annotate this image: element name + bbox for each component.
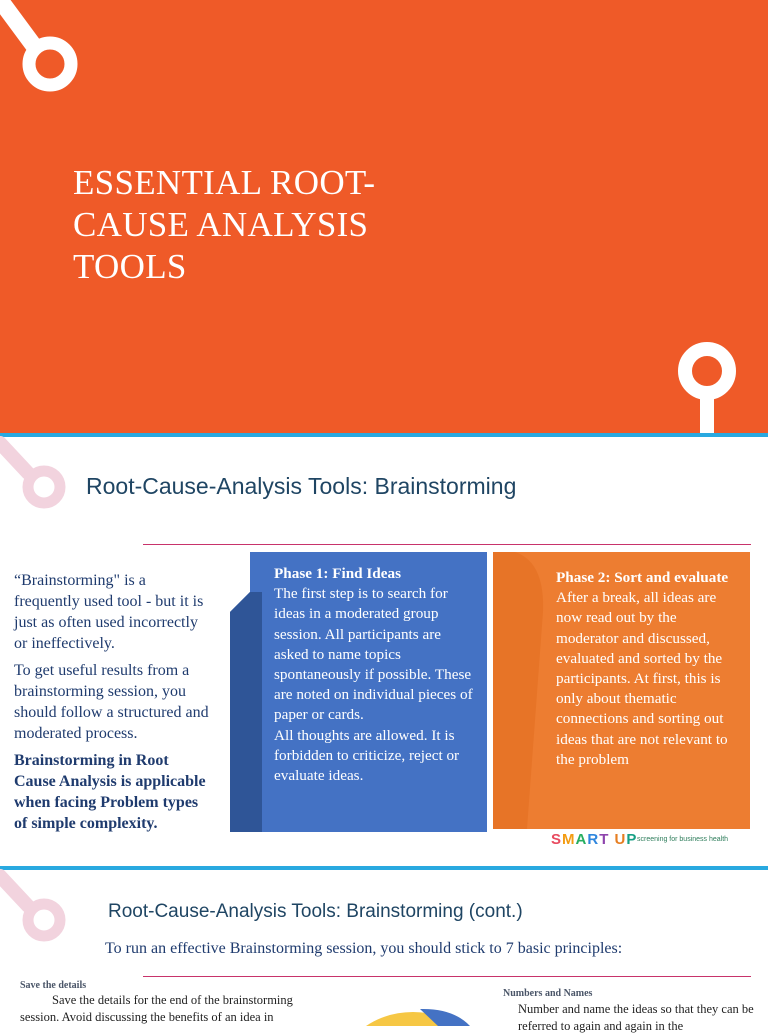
title-line: ESSENTIAL ROOT- [73, 163, 376, 202]
slide-heading: Root-Cause-Analysis Tools: Brainstorming [86, 473, 517, 499]
intro-paragraph: “Brainstorming" is a frequently used tool - but it is just as often used incorrectly or ineffectively. [14, 572, 204, 652]
phase-body: The first step is to search for ideas in a moderated group session. All participants are asked to name topics spontaneously if possible. These are noted on individual pieces of paper or cards. [274, 585, 473, 724]
smart-up-logo: SMART UP [551, 831, 638, 848]
phase-2-card [493, 552, 750, 829]
principle-label: Save the details [20, 980, 87, 991]
divider [143, 544, 751, 545]
title-slide [0, 0, 768, 433]
key-ring-icon [0, 437, 80, 517]
slide-heading: Root-Cause-Analysis Tools: Brainstorming (cont.) [108, 901, 523, 922]
slide-title [73, 162, 493, 288]
key-ring-icon [668, 333, 758, 433]
principle-label: Numbers and Names [503, 988, 593, 999]
title-line: TOOLS [73, 247, 187, 286]
principle-body: Save the details for the end of the brainstorming session. Avoid discussing the benefits of an idea in [20, 993, 293, 1024]
phase-heading: Phase 1: Find Ideas [274, 565, 402, 582]
brainstorming-slide [0, 437, 768, 866]
divider [143, 976, 751, 977]
brainstorming-cont-slide [0, 870, 768, 1033]
intro-text [14, 570, 209, 840]
phase-heading: Phase 2: Sort and evaluate [556, 569, 729, 586]
key-ring-icon [0, 870, 80, 950]
phase-body: After a break, all ideas are now read out by the moderator and discussed, evaluated and sorted by the participants. At first, this is only about thematic connections and sorting out ideas that are not relevant to the problem [556, 589, 728, 768]
logo-tagline: screening for business health [637, 836, 729, 843]
phase-1-card [230, 552, 487, 832]
key-ring-icon [0, 0, 120, 120]
intro-paragraph: To get useful results from a brainstorming session, you should follow a structured and moderated process. [14, 662, 209, 742]
phase-body: All thoughts are allowed. It is forbidden to criticize, reject or evaluate ideas. [274, 726, 460, 785]
lead-text: To run an effective Brainstorming session, you should stick to 7 basic principles: [105, 940, 623, 957]
title-line: CAUSE ANALYSIS [73, 205, 369, 244]
decorative-wheel [358, 1006, 478, 1026]
principle-body: Number and name the ideas so that they can be referred to again and again in the [518, 1002, 754, 1033]
intro-highlight: Brainstorming in Root Cause Analysis is applicable when facing Problem types of simple complexity. [14, 752, 206, 832]
